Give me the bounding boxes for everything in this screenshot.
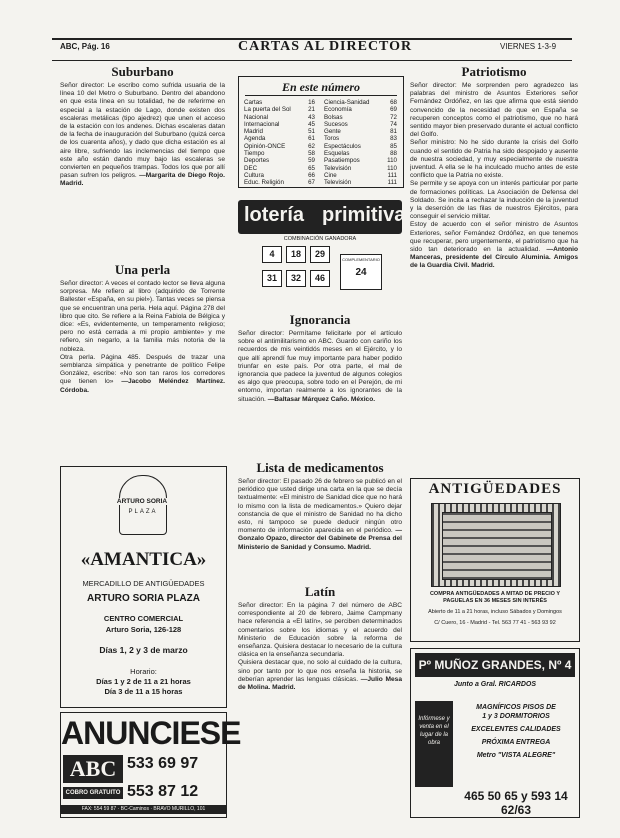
lotto-complementario-label: COMPLEMENTARIO <box>342 257 380 262</box>
article-body: Señor director: Permítame felicitarle por el artículo sobre el antimilitarismo en ABC. Guardo con cariño los recuerdos de mis veintidós meses en el Ejército, y lo que allí aprendí fue muy importante para haber podido triunfar en este país. Por otra parte, el mal de ignorancia que padece la juventud de algunos colegios es algo que preocupa, sobre todo en el Perejón, de mi entorno, importan realmente a los ignorantes de la situación. <box>238 330 402 403</box>
index-row <box>243 114 319 121</box>
index-section: Educ. Religión <box>244 179 284 187</box>
ad-munoz-grandes <box>410 648 580 818</box>
ad-fax: FAX: 554 59 87 · BC-Caminos · BRAVO MURILLO, 101 <box>61 805 226 814</box>
abc-brand: ABC <box>63 755 123 783</box>
article-signature: —Baltasar Márquez Caño. México. <box>267 395 376 403</box>
index-section: DEC <box>244 164 258 172</box>
index-section: Televisión <box>324 179 352 187</box>
lotto-brand-1: lotería <box>244 204 305 226</box>
headline-patriotismo: Patriotismo <box>461 64 527 79</box>
index-page: 111 <box>387 179 397 187</box>
index-row <box>323 150 401 157</box>
page-number: ABC, Pág. 16 <box>60 42 110 51</box>
article-ignorancia <box>238 330 402 442</box>
ad-phone-1: 533 69 97 <box>127 755 199 772</box>
article-body: Señor director: En la página 7 del número de ABC correspondiente al 20 de febrero, Jaime Campmany hace referencia a «El latín», se perciben determinados comentarios sobre los idiomas y el acuerdo del Ministerio de Educación sobre la reforma de enseñanza. Quisiera destacar lo necesario de la cultura clásica en la enseñanza secundaria. <box>238 602 402 659</box>
index-left-list <box>243 99 319 187</box>
article-body-2: Otra perla. Página 485. Después de trazar una semblanza simpática y penetrante de político Felipe González, escribe: «No son tan raros los corredores que tienen lo» <box>60 353 225 386</box>
index-section: Madrid <box>244 128 263 136</box>
index-page: 72 <box>390 113 397 121</box>
index-section: Pasatiempos <box>324 157 360 165</box>
index-section: Esquelas <box>324 150 350 158</box>
index-page: 88 <box>390 150 397 158</box>
headline-suburbano: Suburbano <box>111 64 174 79</box>
ad-sub: Junto a Gral. RICARDOS <box>453 681 537 688</box>
ad-l1: MAGNÍFICOS PISOS DE <box>476 704 556 711</box>
article-signature: —Jacobo Meléndez Martínez. Córdoba. <box>60 378 225 394</box>
ad-l3: EXCELENTES CALIDADES <box>471 726 561 733</box>
ad-line-2: Abierto de 11 a 21 horas, incluso Sábados y Domingos <box>428 609 562 615</box>
ad-anunciese <box>60 712 241 818</box>
index-row <box>323 106 401 113</box>
ad-l4: PRÓXIMA ENTREGA <box>481 739 551 746</box>
lotto-block <box>238 196 406 298</box>
ad-title: ANTIGÜEDADES <box>428 481 562 497</box>
ad-place: ARTURO SORIA PLAZA <box>87 593 200 604</box>
index-right-list <box>323 99 401 187</box>
index-row <box>243 172 319 179</box>
index-section: Televisión <box>324 164 352 172</box>
index-section: Nacional <box>244 113 269 121</box>
headline-ignorancia: Ignorancia <box>289 312 351 327</box>
index-page: 69 <box>390 106 397 114</box>
ad-side-note: Infórmese y venta en el lugar de la obra <box>415 701 453 787</box>
index-page: 16 <box>308 99 315 106</box>
index-section: Opinión-ONCE <box>244 142 286 150</box>
ad-amantica <box>60 466 227 708</box>
index-page: 83 <box>390 135 397 143</box>
index-title: En este número <box>281 80 360 94</box>
article-signature: —Margarita de Diego Rojo. Madrid. <box>60 172 225 188</box>
index-row <box>323 128 401 135</box>
ad-sub: MERCADILLO DE ANTIGÜEDADES <box>82 579 205 588</box>
index-page: 81 <box>390 128 397 136</box>
article-body-2: Señor ministro: No he sido durante la crisis del Golfo cuando el sentido de Patria ha sido despojado y ausente de nuestra sociedad, y muy especialmente de nuestra juventud. A ella se le ha inculcado mucho antes de este conflicto que la Patria no existe. <box>410 139 578 180</box>
index-box <box>238 76 404 188</box>
index-row <box>323 172 401 179</box>
article-body: Señor director: Le escribo como sufrida usuaria de la línea 10 del Metro o Suburbano. Dentro del abandono en que esta línea en su totalidad, he de referirme en especial a la estación de Lago, donde existen dos escaleras metálicas (tipo ajedrez) que unen el acceso de la estación con los andenes. Dichas escaleras datan de la fecha de inauguración del Suburbano (quizá cerca de los cuarenta años), y dado que dicha estación es al aire libre, sufriendo las inclemencias del tiempo que este año están dando muy bajo las escaleras se convierten en pequeños trampas. Todos los que por allí pasan sufren los peligros. <box>60 82 225 180</box>
headline-medicamentos: Lista de medicamentos <box>256 460 384 475</box>
index-row <box>243 143 319 150</box>
article-perla <box>60 280 225 458</box>
lotto-number: 18 <box>286 246 306 263</box>
index-page: 43 <box>308 113 315 121</box>
ad-details <box>457 703 575 760</box>
section-title: CARTAS AL DIRECTOR <box>238 39 413 54</box>
index-section: Espectáculos <box>324 142 361 150</box>
ad-horario-label: Horario: <box>130 667 157 676</box>
page-date: VIERNES 1-3-9 <box>500 42 557 51</box>
lotto-brand-2: primitiva <box>322 204 406 226</box>
article-body: Señor director: Me sorprenden pero agradezco las palabras del ministro de Asuntos Exteriores señor Fernández Ordóñez, en las que afirma que está siendo convencido de la necesidad de que en España se recuperen conceptos como el patriotismo, que no hará sentido mayor bien preservado durante el actual conflicto del Golfo. <box>410 82 578 139</box>
ad-phone-2: 553 87 12 <box>127 783 199 800</box>
index-row <box>323 114 401 121</box>
index-row <box>243 179 319 186</box>
index-page: 110 <box>387 157 397 165</box>
index-section: Cultura <box>244 171 264 179</box>
ad-phones: 465 50 65 y 593 14 62/63 <box>464 789 568 817</box>
index-section: Deportes <box>244 157 270 165</box>
index-page: 21 <box>308 106 315 114</box>
article-patriotismo <box>410 82 578 470</box>
index-section: Toros <box>324 135 340 143</box>
article-body-3: Se permite y se apoya con un interés particular por parte de formaciones políticas. La Asociación de Defensa del Soldado. Se incita a rechazar la inducción de la juventud y la deserción de las filas de nuestros Ejércitos, para conseguir el servicio militar. <box>410 180 578 221</box>
logo-text: ARTURO SORIA <box>114 498 170 505</box>
index-page: 51 <box>308 128 315 136</box>
index-section: La puerta del Sol <box>244 106 291 114</box>
index-section: Internacional <box>244 120 280 128</box>
index-row <box>243 121 319 128</box>
article-suburbano <box>60 82 225 246</box>
index-row <box>243 157 319 164</box>
index-page: 85 <box>390 142 397 150</box>
lotto-number: 29 <box>310 246 330 263</box>
index-section: Ciencia-Sanidad <box>324 99 370 106</box>
index-page: 67 <box>308 179 315 187</box>
index-section: Cartas <box>244 99 263 106</box>
index-page: 66 <box>308 171 315 179</box>
index-row <box>243 165 319 172</box>
index-section: Tiempo <box>244 150 265 158</box>
index-row <box>243 150 319 157</box>
lotto-caption: COMBINACIÓN GANADORA <box>283 236 357 242</box>
lotto-complementario-box <box>340 254 382 290</box>
lotto-number: 4 <box>262 246 282 263</box>
ad-l5: Metro "VISTA ALEGRE" <box>476 752 556 759</box>
index-row <box>323 143 401 150</box>
headline-perla: Una perla <box>114 262 171 277</box>
index-page: 65 <box>308 164 315 172</box>
index-page: 62 <box>308 142 315 150</box>
article-signature: —Julio Mesa de Molina. Madrid. <box>238 675 402 692</box>
index-page: 59 <box>308 157 315 165</box>
index-page: 68 <box>390 99 397 106</box>
index-row <box>323 121 401 128</box>
ad-line-1: COMPRA ANTIGÜEDADES A MITAD DE PRECIO Y PAGUELAS EN 36 MESES SIN INTERÉS <box>429 591 561 604</box>
ad-days: Días 1, 2 y 3 de marzo <box>99 645 188 655</box>
index-page: 58 <box>308 150 315 158</box>
article-medicamentos <box>238 478 402 582</box>
arch-logo <box>116 475 168 535</box>
ad-center: CENTRO COMERCIAL <box>103 614 184 623</box>
article-latin <box>238 602 402 824</box>
index-section: Economía <box>324 106 352 114</box>
ad-l2: 1 y 3 DORMITORIOS <box>482 713 550 720</box>
lotto-number: 46 <box>310 270 330 287</box>
index-page: 45 <box>308 120 315 128</box>
article-signature: —Antonio Manceras, presidente del Círculo Aluminia. Amigos de la Guardia Civil. Madrid. <box>410 246 578 270</box>
ad-line-3: C/ Cuero, 16 - Madrid - Tel. 563 77 41 - 563 93 92 <box>434 620 556 626</box>
ad-address: Arturo Soria, 126-128 <box>105 625 182 634</box>
index-row <box>243 128 319 135</box>
ad-label: COBRO GRATUITO <box>63 787 123 799</box>
article-body-2: Quisiera destacar que, no solo al cuidado de la cultura, sino por tanto por lo que nos enseña la historia, se deberían aprender las lenguas clásicas. <box>238 659 402 683</box>
index-row <box>323 165 401 172</box>
index-section: Cine <box>324 171 337 179</box>
index-row <box>323 157 401 164</box>
index-section: Agenda <box>244 135 266 143</box>
index-section: Bolsas <box>324 113 343 121</box>
logo-subtext: PLAZA <box>128 509 158 515</box>
index-row <box>323 99 401 106</box>
index-section: Sucesos <box>324 120 348 128</box>
index-page: 110 <box>387 164 397 172</box>
article-body: Señor director: El pasado 26 de febrero se publicó en el periódico que usted dirige una carta en la que se decía textualmente: «El ministro de Sanidad dice que no hará lo mismo con la lista de medicamentos.» Quiero dejar constancia de que el ministro de Sanidad no ha dicho esto, ni tampoco se puede deducir ningún otro momento de información aparecida en el periódico. <box>238 478 402 535</box>
ad-hours-2: Día 3 de 11 a 15 horas <box>104 687 183 696</box>
article-signature: —Gonzalo Opazo, director del Gabinete de Prensa del Ministerio de Sanidad y Consumo. Madrid. <box>238 527 402 551</box>
index-row <box>243 99 319 106</box>
index-row <box>323 179 401 186</box>
ad-antiguedades <box>410 478 580 642</box>
ad-title: Pº MUÑOZ GRANDES, Nº 4 <box>415 653 575 677</box>
index-row <box>243 135 319 142</box>
ad-title: ANUNCIESE <box>61 715 241 751</box>
index-page: 61 <box>308 135 315 143</box>
article-body-4: Estoy de acuerdo con el señor ministro de Asuntos Exteriores, señor Fernández Ordóñez, en que tenemos que recuperar, pero urgentemente, el patriotismo que ha sido tan deteriorado en la actualidad. <box>410 221 578 254</box>
index-section: Gente <box>324 128 341 136</box>
article-body: Señor director: A veces el contado lector se lleva alguna sorpresa. Me refiero al libro (adquirido de Torrente Ballester «España, en su piel»). Tantas veces se piensa que se encuentran una perla. Hela aquí. Página 278 del libro que cito. Se refiere a la Reina Fabiola de Bélgica y dice: «Es, evidentemente, un temperamento religioso; pero no está cerrada a mi propio ambiente» y me refiero, sin negarlo, a la familia más notoria de la nobleza. <box>60 280 225 353</box>
lotto-number: 32 <box>286 270 306 287</box>
cabinet-drawing <box>442 512 552 580</box>
ad-name: «AMANTICA» <box>80 549 207 570</box>
ad-hours-1: Días 1 y 2 de 11 a 21 horas <box>96 677 191 686</box>
index-rule <box>245 95 397 96</box>
lotto-complementario-number: 24 <box>355 267 367 278</box>
index-page: 111 <box>387 171 397 179</box>
lotto-banner <box>238 200 406 234</box>
furniture-illustration <box>431 503 561 587</box>
headline-latin: Latín <box>304 584 336 599</box>
lotto-number: 31 <box>262 270 282 287</box>
index-page: 74 <box>390 120 397 128</box>
index-row <box>323 135 401 142</box>
index-row <box>243 106 319 113</box>
